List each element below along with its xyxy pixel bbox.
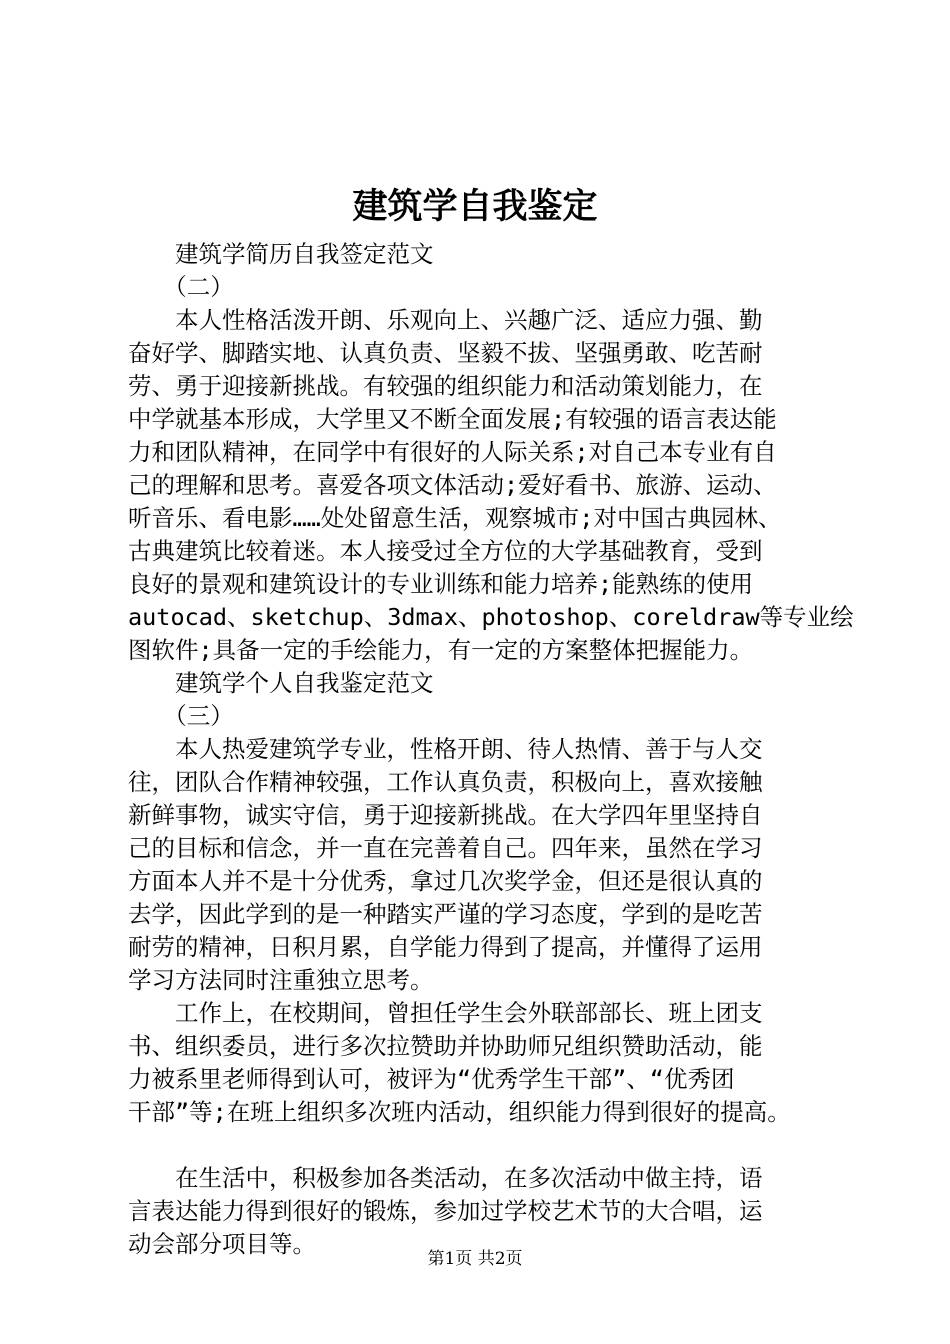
body-line: 良好的景观和建筑设计的专业训练和能力培养;能熟练的使用 bbox=[128, 570, 754, 598]
body-line: 听音乐、看电影……处处留意生活，观察城市;对中国古典园林、 bbox=[128, 504, 782, 532]
body-line: 己的目标和信念，并一直在完善着自己。四年来，虽然在学习 bbox=[128, 834, 763, 862]
body-line: 书、组织委员，进行多次拉赞助并协助师兄组织赞助活动，能 bbox=[128, 1032, 763, 1060]
body-line: 言表达能力得到很好的锻炼，参加过学校艺术节的大合唱，运 bbox=[128, 1197, 763, 1225]
body-line: 工作上，在校期间，曾担任学生会外联部部长、班上团支 bbox=[128, 999, 763, 1027]
body-line: 奋好学、脚踏实地、认真负责、坚毅不拔、坚强勇敢、吃苦耐 bbox=[128, 339, 763, 367]
body-line: 在生活中，积极参加各类活动，在多次活动中做主持，语 bbox=[128, 1164, 763, 1192]
page-footer: 第1页 共2页 bbox=[427, 1249, 523, 1269]
body-line: （二） bbox=[128, 273, 234, 301]
page-title: 建筑学自我鉴定 bbox=[352, 186, 598, 227]
body-line: 方面本人并不是十分优秀，拿过几次奖学金，但还是很认真的 bbox=[128, 867, 763, 895]
body-line: 力被系里老师得到认可，被评为“优秀学生干部”、“优秀团 bbox=[128, 1065, 735, 1093]
body-line: 己的理解和思考。喜爱各项文体活动;爱好看书、旅游、运动、 bbox=[128, 471, 777, 499]
body-line: 干部”等;在班上组织多次班内活动，组织能力得到很好的提高。 bbox=[128, 1098, 791, 1126]
body-line: 中学就基本形成，大学里又不断全面发展;有较强的语言表达能 bbox=[128, 405, 777, 433]
body-line: 劳、勇于迎接新挑战。有较强的组织能力和活动策划能力，在 bbox=[128, 372, 763, 400]
body-line: 动会部分项目等。 bbox=[128, 1230, 316, 1258]
body-line: 本人性格活泼开朗、乐观向上、兴趣广泛、适应力强、勤 bbox=[128, 306, 763, 334]
body-line: 去学，因此学到的是一种踏实严谨的学习态度，学到的是吃苦 bbox=[128, 900, 763, 928]
body-line: 力和团队精神，在同学中有很好的人际关系;对自己本专业有自 bbox=[128, 438, 777, 466]
body-line: 学习方法同时注重独立思考。 bbox=[128, 966, 434, 994]
document-body bbox=[128, 238, 854, 1261]
body-line: 图软件;具备一定的手绘能力，有一定的方案整体把握能力。 bbox=[128, 636, 754, 664]
body-line: 古典建筑比较着迷。本人接受过全方位的大学基础教育，受到 bbox=[128, 537, 763, 565]
body-line: autocad、sketchup、3dmax、photoshop、coreldraw等专业绘 bbox=[128, 603, 854, 631]
body-line: 建筑学简历自我签定范文 bbox=[128, 240, 434, 268]
body-line: 建筑学个人自我鉴定范文 bbox=[128, 669, 434, 697]
body-line: 耐劳的精神，日积月累，自学能力得到了提高，并懂得了运用 bbox=[128, 933, 763, 961]
body-line: 往，团队合作精神较强，工作认真负责，积极向上，喜欢接触 bbox=[128, 768, 763, 796]
body-line bbox=[128, 1129, 833, 1162]
body-line: 本人热爱建筑学专业，性格开朗、待人热情、善于与人交 bbox=[128, 735, 763, 763]
body-line: （三） bbox=[128, 702, 234, 730]
body-line: 新鲜事物，诚实守信，勇于迎接新挑战。在大学四年里坚持自 bbox=[128, 801, 763, 829]
